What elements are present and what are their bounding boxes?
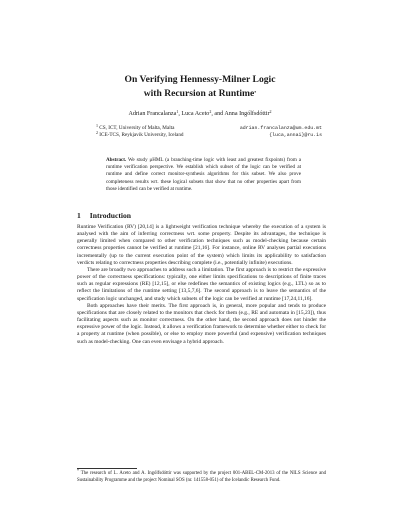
title-line-2 — [0, 87, 400, 101]
affiliation-1-mark: 1 — [96, 123, 98, 128]
footnote — [77, 468, 326, 484]
author-3-mark: 2 — [269, 109, 272, 114]
author-1: Adrian Francalanza — [128, 111, 177, 117]
paragraph-1: Runtime Verification (RV) [20,14] is a lightweight verification technique whereby the execution of a system is analysed with the aim of inferring correctness wrt. some property. Despite its advantages, the technique is generally limited when compared to other verification techniques such as model-checking because certain correctness properties cannot be verified at runtime [21,16]. For instance, online RV analyses partial executions incrementally (up to the current execution point of the system) which limits its applicability to satisfaction verdicts relating to correctness properties describing complete (i.e., potentially infinite) executions. — [77, 224, 326, 266]
author-2: , Luca Aceto — [178, 111, 210, 117]
abstract-text: We study μHML (a branching-time logic with least and greatest fixpoints) from a runtime verification perspective. We establish which subset of the logic can be verified at runtime and define correct monitor-synthesis algorithms for this subset. We also prove completeness results wrt. these logical subsets that show that no other properties apart from those identified can be verified at runtime. — [106, 157, 301, 192]
author-2-mark: 2 — [209, 109, 212, 114]
affiliation-1-name: CS, ICT, University of Malta, Malta — [99, 125, 175, 131]
affiliation-2-name-wrap — [96, 132, 184, 139]
section-title: Introduction — [89, 211, 132, 220]
introduction-body — [77, 224, 326, 346]
paragraph-3: Both approaches have their merits. The first approach is, in general, more popular and tends to produce specifications that are closely related to the monitors that check for them (e.g., RE and automata in [15,23]), thus facilitating aspects such as monitor correctness. On the other hand, the second approach does not hinder the expressive power of the logic. Instead, it allows a verification framework to determine whether either to check for a property at runtime (when possible), or else to employ more powerful (and expensive) verification techniques such as model-checking. One can even envisage a hybrid approach. — [77, 302, 326, 345]
title-line-1: On Verifying Hennessy-Milner Logic — [124, 74, 276, 85]
affiliation-2-mark: 2 — [96, 130, 98, 136]
affiliation-2 — [96, 132, 322, 139]
affiliation-1-email: adrian.francalanza@um.edu.mt — [239, 126, 322, 131]
author-list — [0, 110, 400, 118]
section-heading — [77, 211, 131, 221]
author-1-mark: 1 — [176, 109, 179, 114]
author-3: , and Anna Ingólfsdóttir — [211, 111, 270, 117]
abstract-label: Abstract. — [106, 157, 127, 163]
affiliation-2-email: {luca,annai}@ru.is — [269, 133, 322, 139]
affiliations — [96, 125, 322, 139]
paragraph-2: There are broadly two approaches to address such a limitation. The first approach is to restrict the expressive power of the correctness specifications: typically, one either limits specifications to descriptions of finite traces such as regular expressions (RE) [12,15], or else redefines the semantics of existing logics (e.g., LTL) so as to reflect the limitations of the runtime setting [13,5,7,6]. The second approach is to leave the semantics of the specification logic unchanged, and study which subsets of the logic can be verified at runtime [17,24,11,16]. — [77, 266, 326, 302]
footnote-mark: * — [77, 468, 79, 473]
abstract — [106, 157, 301, 193]
title-line-2-text: with Recursion at Runtime — [143, 87, 255, 99]
footnote-rule — [77, 468, 137, 469]
affiliation-2-name: ICE-TCS, Reykjavik University, Iceland — [99, 132, 184, 139]
footnote-text: The research of L. Aceto and A. Ingólfsdóttir was supported by the project 001-ABEL-CM-2013 of the NILS Science and Sustainability Programme and the project Nominal SOS (nr. 141558-051) of the Icelandic Research Fund. — [77, 471, 326, 483]
paper-title — [0, 73, 400, 100]
title-footnote-mark: * — [254, 89, 257, 95]
section-number: 1 — [77, 211, 81, 220]
